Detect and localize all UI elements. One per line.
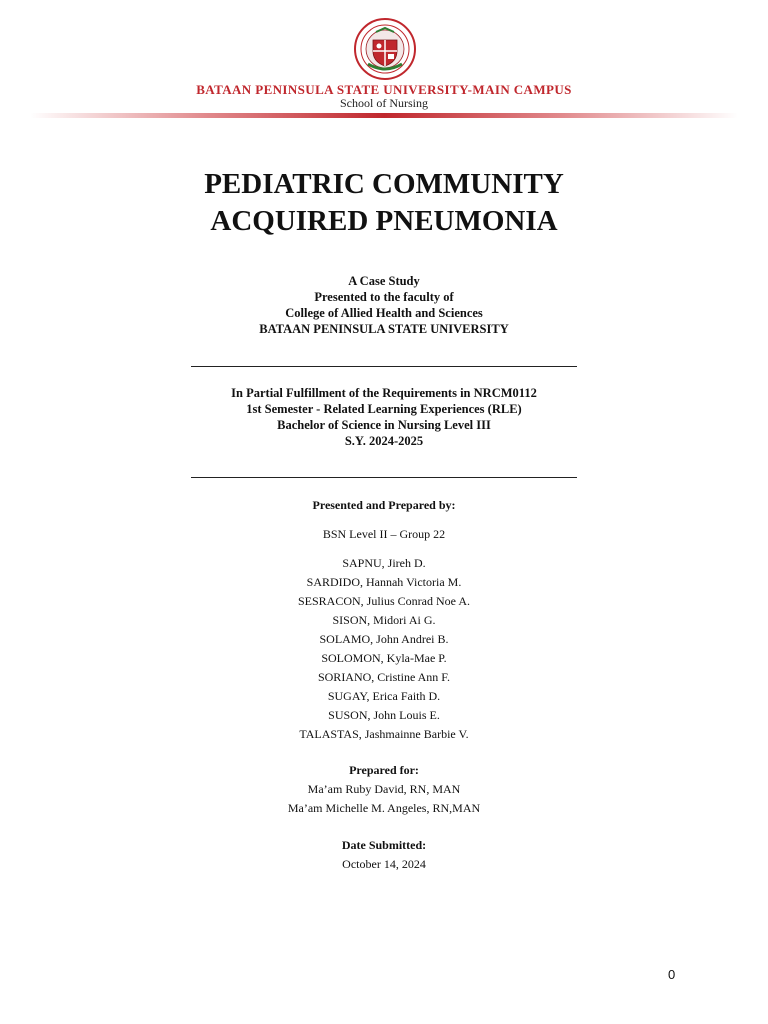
university-seal-logo: [354, 18, 416, 80]
requirements-line-3: Bachelor of Science in Nursing Level III: [277, 418, 491, 432]
document-title: [0, 166, 768, 240]
requirements-line-1: In Partial Fulfillment of the Requirements in NRCM0112: [231, 386, 537, 400]
requirements-line-4: S.Y. 2024-2025: [344, 434, 424, 448]
member-name: SESRACON, Julius Conrad Noe A.: [297, 594, 470, 608]
university-name: BATAAN PENINSULA STATE UNIVERSITY-MAIN CAMPUS: [196, 82, 572, 97]
page-number: 0: [668, 967, 676, 982]
title-line-1: PEDIATRIC COMMUNITY: [204, 168, 564, 200]
requirements-line-2: 1st Semester - Related Learning Experiences (RLE): [246, 402, 522, 416]
requirements-block: [0, 385, 768, 449]
member-name: SAPNU, Jireh D.: [342, 556, 426, 570]
prepared-by-heading: Presented and Prepared by:: [312, 498, 456, 512]
presentation-line-4: BATAAN PENINSULA STATE UNIVERSITY: [259, 322, 509, 336]
member-name: TALASTAS, Jashmainne Barbie V.: [299, 727, 469, 741]
date-submitted-heading: Date Submitted:: [341, 838, 427, 852]
presentation-line-1: A Case Study: [348, 274, 420, 288]
member-name: SUGAY, Erica Faith D.: [327, 689, 441, 703]
member-name: SORIANO, Cristine Ann F.: [317, 670, 451, 684]
presentation-block: [0, 273, 768, 337]
member-name: SOLOMON, Kyla-Mae P.: [321, 651, 447, 665]
separator-line-2: [191, 477, 577, 478]
member-name: SARDIDO, Hannah Victoria M.: [306, 575, 462, 589]
group-label: BSN Level II – Group 22: [322, 527, 446, 541]
presentation-line-2: Presented to the faculty of: [314, 290, 454, 304]
adviser-name: Ma’am Ruby David, RN, MAN: [307, 782, 461, 796]
header-divider: [30, 113, 738, 118]
adviser-name: Ma’am Michelle M. Angeles, RN,MAN: [287, 801, 481, 815]
school-name: School of Nursing: [340, 96, 428, 110]
title-line-2: ACQUIRED PNEUMONIA: [210, 205, 558, 237]
member-name: SOLAMO, John Andrei B.: [319, 632, 449, 646]
date-submitted-value: October 14, 2024: [342, 857, 426, 871]
presentation-line-3: College of Allied Health and Sciences: [285, 306, 483, 320]
separator-line-1: [191, 366, 577, 367]
member-name: SUSON, John Louis E.: [328, 708, 440, 722]
member-list: [0, 554, 768, 744]
member-name: SISON, Midori Ai G.: [332, 613, 436, 627]
prepared-for-heading: Prepared for:: [349, 763, 419, 777]
